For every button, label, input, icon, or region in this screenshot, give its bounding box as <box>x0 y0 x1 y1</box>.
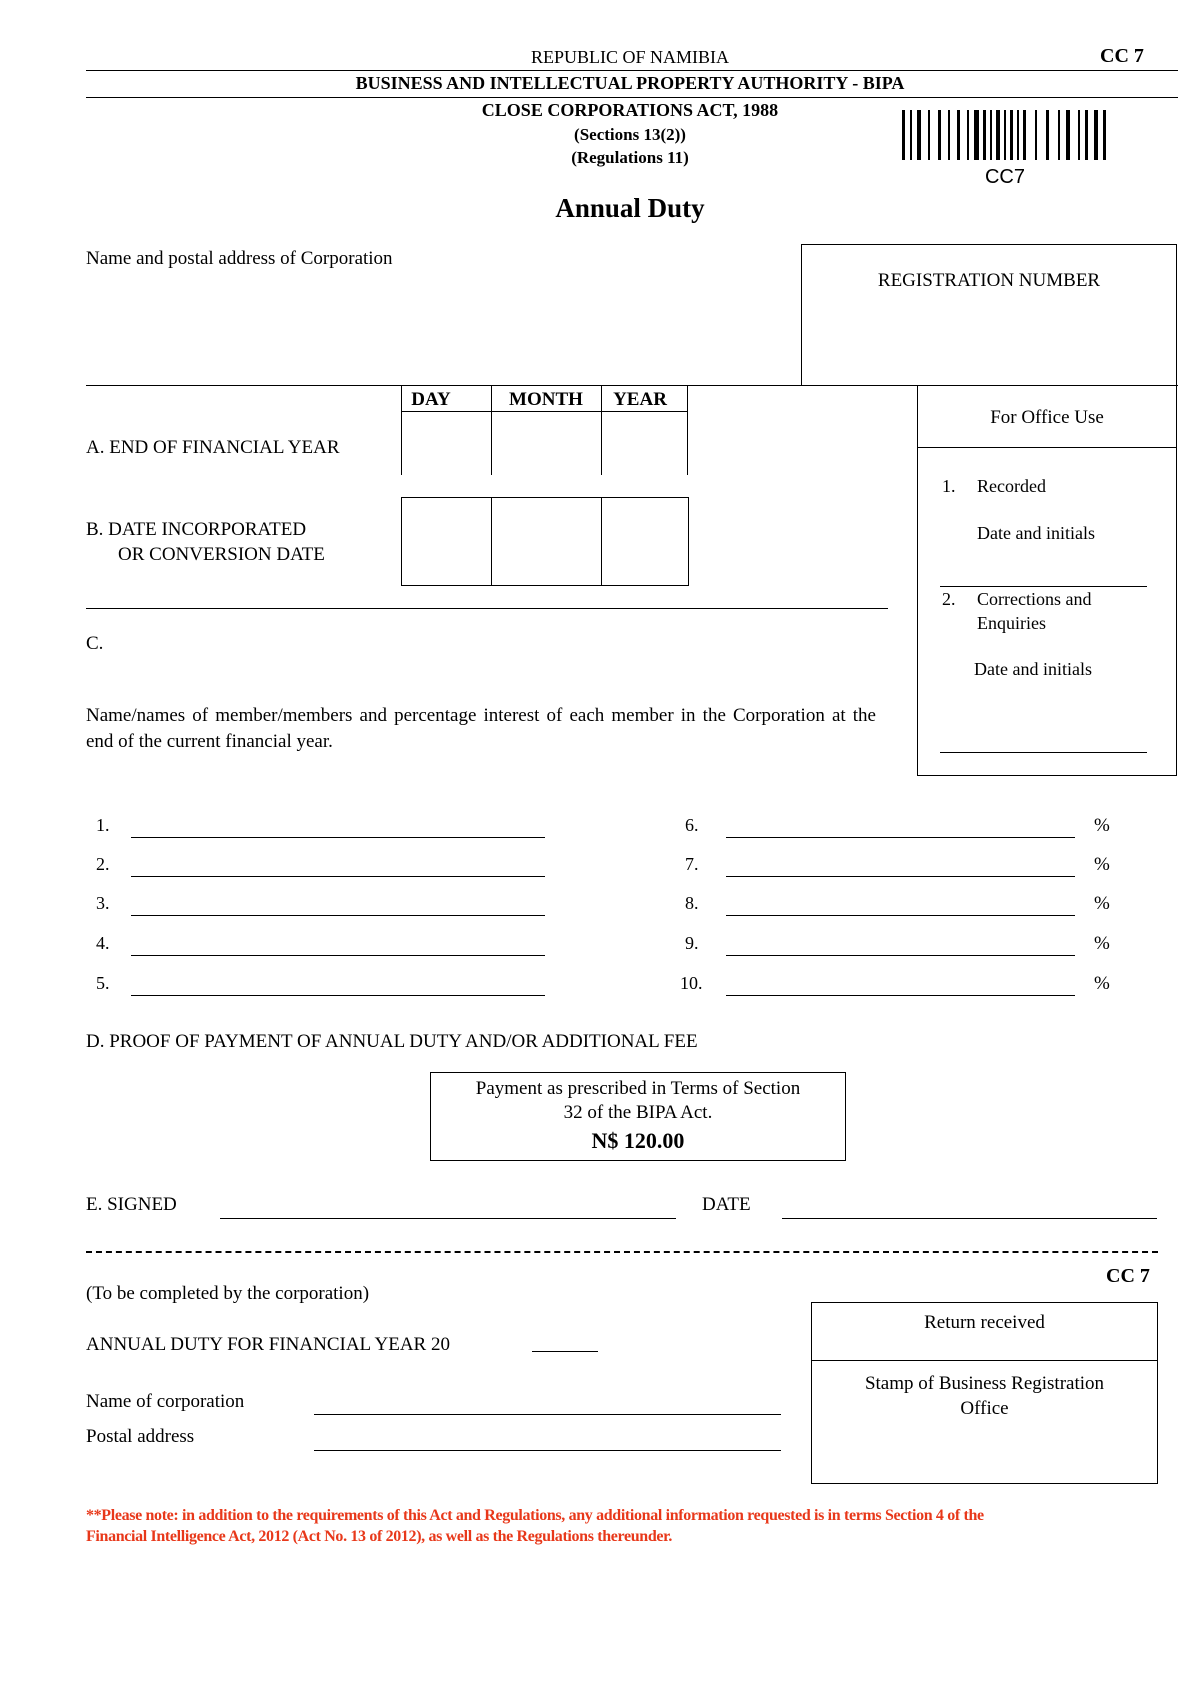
form-code: CC 7 <box>1100 45 1144 67</box>
header-rule-bottom <box>86 97 1178 98</box>
member-num-3: 3. <box>96 893 110 913</box>
page-title: Annual Duty <box>555 193 705 223</box>
payment-amount: N$ 120.00 <box>591 1128 685 1153</box>
office-item2-num: 2. <box>942 589 956 609</box>
member-num-6: 6. <box>685 815 699 835</box>
stamp-label-1: Stamp of Business Registration <box>864 1373 1105 1394</box>
member-line-2[interactable] <box>131 876 545 877</box>
office-item2-label-2: Enquiries <box>977 613 1046 633</box>
stub-completed-by: (To be completed by the corporation) <box>86 1283 370 1304</box>
stub-name-label: Name of corporation <box>86 1391 245 1412</box>
office-item1-label: Recorded <box>977 476 1046 496</box>
payment-text-1: Payment as prescribed in Terms of Section <box>475 1078 801 1099</box>
regulations-heading: (Regulations 11) <box>571 148 689 167</box>
office-use-box <box>917 385 1177 776</box>
date-line[interactable] <box>782 1218 1157 1219</box>
member-line-7[interactable] <box>726 876 1075 877</box>
act-heading: CLOSE CORPORATIONS ACT, 1988 <box>481 100 779 120</box>
barcode-icon <box>902 110 1110 162</box>
member-num-8: 8. <box>685 893 699 913</box>
conversion-date-label: OR CONVERSION DATE <box>118 544 325 565</box>
member-line-3[interactable] <box>131 915 545 916</box>
section-rule-2 <box>86 608 888 609</box>
pct-symbol-8: % <box>1094 893 1110 914</box>
incorporation-day-field[interactable] <box>403 499 490 584</box>
pct-symbol-6: % <box>1094 815 1110 836</box>
office-item1-line[interactable] <box>940 586 1147 587</box>
office-item2-label: Corrections and <box>977 589 1092 609</box>
end-financial-year-label: A. END OF FINANCIAL YEAR <box>86 437 340 458</box>
stub-year-field[interactable] <box>532 1351 598 1352</box>
member-line-5[interactable] <box>131 995 545 996</box>
section-d-label: D. PROOF OF PAYMENT OF ANNUAL DUTY AND/OR ADDITIONAL FEE <box>86 1031 698 1052</box>
member-num-9: 9. <box>685 933 699 953</box>
registration-number-label: REGISTRATION NUMBER <box>877 270 1101 291</box>
section-c-description: Name/names of member/members and percentage interest of each member in the Corporation at the end of the current financial year. <box>86 705 876 752</box>
cut-line <box>86 1251 1158 1253</box>
office-item1-sub: Date and initials <box>977 523 1095 543</box>
col-month-header: MONTH <box>509 389 583 410</box>
member-num-10: 10. <box>680 973 703 993</box>
stub-name-line[interactable] <box>314 1414 781 1415</box>
signature-line[interactable] <box>220 1218 676 1219</box>
office-item1-num: 1. <box>942 476 956 496</box>
member-line-10[interactable] <box>726 995 1075 996</box>
member-line-1[interactable] <box>131 837 545 838</box>
signed-label: E. SIGNED <box>86 1194 177 1215</box>
incorporation-month-field[interactable] <box>493 499 600 584</box>
member-num-7: 7. <box>685 854 699 874</box>
member-line-9[interactable] <box>726 955 1075 956</box>
col-day-header: DAY <box>411 389 451 410</box>
member-num-4: 4. <box>96 933 110 953</box>
header-rule-top <box>86 70 1178 71</box>
authority-heading: BUSINESS AND INTELLECTUAL PROPERTY AUTHORITY - BIPA <box>355 73 905 93</box>
pct-symbol-7: % <box>1094 854 1110 875</box>
stub-form-code: CC 7 <box>1106 1265 1150 1287</box>
date-label: DATE <box>702 1194 751 1215</box>
stub-annual-duty-label: ANNUAL DUTY FOR FINANCIAL YEAR 20 <box>86 1334 450 1355</box>
stamp-label-2: Office <box>960 1398 1009 1419</box>
pct-symbol-10: % <box>1094 973 1110 994</box>
member-num-2: 2. <box>96 854 110 874</box>
end-fy-day-field[interactable] <box>403 413 490 473</box>
note-line-2: Financial Intelligence Act, 2012 (Act No. 13 of 2012), as well as the Regulations thereunder. <box>86 1528 673 1545</box>
payment-text-2: 32 of the BIPA Act. <box>563 1102 713 1123</box>
section-c-label: C. <box>86 633 104 654</box>
stub-postal-label: Postal address <box>86 1426 195 1447</box>
date-incorporated-label: B. DATE INCORPORATED <box>86 519 307 540</box>
note-line-1: **Please note: in addition to the requirements of this Act and Regulations, any additional information requested is in terms Section 4 of the <box>86 1507 984 1524</box>
member-num-1: 1. <box>96 815 110 835</box>
incorporation-year-field[interactable] <box>603 499 687 584</box>
pct-symbol-9: % <box>1094 933 1110 954</box>
office-item2-sub: Date and initials <box>974 659 1092 679</box>
member-line-4[interactable] <box>131 955 545 956</box>
corp-name-label: Name and postal address of Corporation <box>86 248 393 269</box>
member-line-6[interactable] <box>726 837 1075 838</box>
return-received-label: Return received <box>924 1312 1045 1333</box>
barcode-label: CC7 <box>984 166 1025 188</box>
member-line-8[interactable] <box>726 915 1075 916</box>
sections-heading: (Sections 13(2)) <box>574 125 686 144</box>
member-num-5: 5. <box>96 973 110 993</box>
end-fy-month-field[interactable] <box>493 413 600 473</box>
registration-number-box[interactable] <box>801 244 1177 386</box>
col-year-header: YEAR <box>613 389 667 410</box>
office-item2-line[interactable] <box>940 752 1147 753</box>
republic-heading: REPUBLIC OF NAMIBIA <box>530 47 730 67</box>
stub-postal-line[interactable] <box>314 1450 781 1451</box>
office-use-title: For Office Use <box>990 407 1104 428</box>
